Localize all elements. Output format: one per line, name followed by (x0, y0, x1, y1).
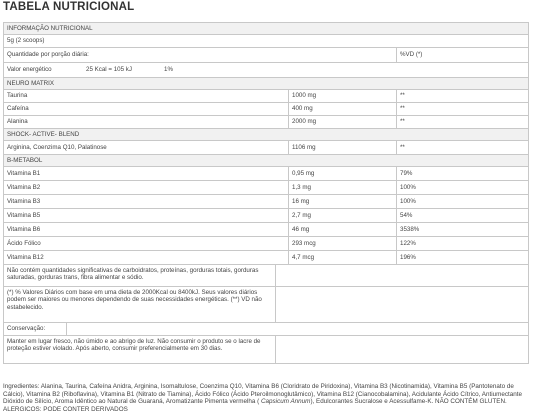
nutrient-name: Alanina (7, 118, 28, 126)
blank-cell (275, 336, 528, 363)
table-row (4, 251, 528, 265)
table-row (4, 195, 528, 209)
blank-cell (66, 323, 528, 335)
nutrient-qty: 2000 mg (288, 116, 396, 128)
conservation-label: Conservação: (7, 325, 46, 333)
nutrient-name: Vitamina B5 (7, 211, 41, 219)
table-row (4, 103, 528, 116)
nutrient-vd: 122% (396, 237, 528, 250)
nutrient-qty: 2,7 mg (288, 209, 396, 222)
table-row (4, 116, 528, 129)
section-row (4, 155, 528, 167)
nutrient-vd: 196% (396, 251, 528, 264)
table-row (4, 90, 528, 103)
conservation-text-row (4, 336, 528, 363)
energy-cell (4, 63, 396, 77)
nutrient-vd: ** (396, 141, 528, 154)
nutrient-qty: 293 mcg (288, 237, 396, 250)
nutrient-qty: 4,7 mcg (288, 251, 396, 264)
nutrient-qty: 1,3 mg (288, 181, 396, 194)
nutrient-name: Arginina, Coenzima Q10, Palatinose (7, 143, 107, 151)
nutrient-name: Vitamina B12 (7, 253, 44, 261)
nutrient-qty: 46 mg (288, 223, 396, 236)
serving-size: 5g (2 scoops) (7, 37, 45, 45)
energy-pct: 1% (164, 66, 173, 74)
ingredients-part-2: ), Edulcorantes Sucralose e Acessulfame-K. NÃO CONTÉM GLUTEN. ALERGICOS: PODE CONTER DERIVADOS (3, 398, 507, 413)
page-title: TABELA NUTRICIONAL (3, 1, 135, 13)
nutrient-vd: 79% (396, 167, 528, 180)
nutrient-name: Vitamina B1 (7, 169, 41, 177)
info-header: INFORMAÇÃO NUTRICIONAL (7, 24, 93, 32)
nutrient-vd: 3538% (396, 223, 528, 236)
nutrient-qty: 1106 mg (288, 141, 396, 154)
table-row (4, 181, 528, 195)
energy-row (4, 63, 528, 78)
table-row (4, 237, 528, 251)
energy-value: 25 Kcal = 105 kJ (86, 66, 132, 74)
conservation-text: Manter em lugar fresco, não úmido e ao abrigo de luz. Não consumir o produto se o lacre de proteção estiver violado. Após aberto, consumir preferencialmente em 30 dias. (7, 338, 261, 353)
table-row (4, 223, 528, 237)
nutrient-qty: 1000 mg (288, 90, 396, 102)
ingredients-part-1: Ingredientes: Alanina, Taurina, Cafeína Anidra, Arginina, Isomaltulose, Coenzima Q10, Vitamina B6 (Cloridrato de Piridoxina), Vitamina B3 (Nicotinamida), Vitamina B5 (Pantotenato de Cálcio), Vitamina B2 (Riboflavina), Vitamina B1 (Nitrato de Tiamina), Ácido Fólico (Ácido Pteroilmonoglutâmico), Vitamina B12 (Cianocobalamina), Acidulante Ácido Cítrico, Antiumectante Dióxido de Silício, Aroma Idêntico ao Natural de Guaraná, Aromatizante Pimenta vermelha ( (3, 383, 523, 406)
table-row (4, 141, 528, 155)
nutrient-qty: 0,95 mg (288, 167, 396, 180)
nutrition-table (3, 22, 529, 364)
nutrient-vd: 100% (396, 195, 528, 208)
blank-cell (275, 265, 528, 286)
qty-label: Quantidade por porção diária: (7, 51, 89, 59)
section-neuro: NEURO MATRIX (7, 79, 54, 87)
nutrient-qty: 400 mg (288, 103, 396, 115)
section-row (4, 129, 528, 141)
ingredients-italic: Capsicum Annum (259, 398, 311, 406)
ingredients-text (3, 383, 531, 413)
nutrient-name: Vitamina B6 (7, 225, 41, 233)
table-row (4, 209, 528, 223)
not-contain-row (4, 265, 528, 287)
nutrient-vd: 100% (396, 181, 528, 194)
footnote-row (4, 287, 528, 323)
nutrient-name: Ácido Fólico (7, 239, 41, 247)
nutrient-name: Taurina (7, 92, 28, 100)
vd-label: %VD (*) (396, 48, 528, 62)
not-contain-note: Não contém quantidades significativas de carboidratos, proteínas, gorduras totais, gorduras saturadas, gorduras trans, fibra alimentar e sódio. (7, 267, 259, 282)
info-header-row (4, 23, 528, 35)
section-shock: SHOCK- ACTIVE- BLEND (7, 130, 80, 138)
nutrient-name: Vitamina B2 (7, 183, 41, 191)
serving-row (4, 35, 528, 48)
blank-cell (275, 287, 528, 322)
conservation-label-row (4, 323, 528, 336)
section-metabol: B-METABOL (7, 156, 43, 164)
nutrient-qty: 16 mg (288, 195, 396, 208)
nutrient-name: Vitamina B3 (7, 197, 41, 205)
nutrient-vd: ** (396, 103, 528, 115)
nutrient-vd: 54% (396, 209, 528, 222)
qty-header-row (4, 48, 528, 63)
section-row (4, 78, 528, 90)
nutrient-vd: ** (396, 116, 528, 128)
nutrient-vd: ** (396, 90, 528, 102)
energy-label: Valor energético (7, 66, 52, 74)
table-row (4, 167, 528, 181)
nutrient-name: Cafeína (7, 105, 29, 113)
footnote: (*) % Valores Diários com base em uma dieta de 2000Kcal ou 8400kJ. Seus valores diários podem ser maiores ou menores dependendo de suas necessidades energéticas. (**) VD não estabelecido. (7, 289, 262, 311)
